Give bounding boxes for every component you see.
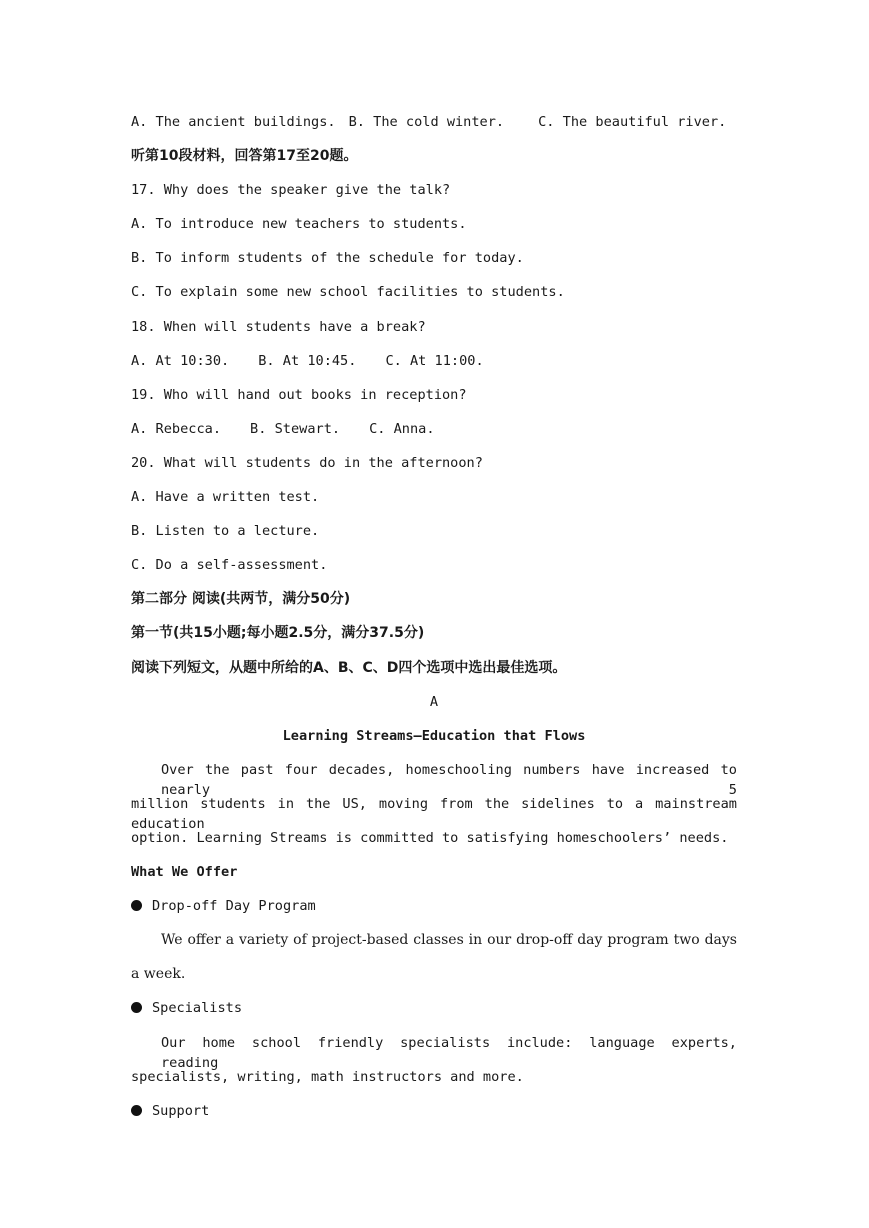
bullet-icon (131, 1105, 142, 1116)
q19-option-a: A. Rebecca. (131, 420, 222, 437)
passage-intro-line-3: option. Learning Streams is committed to satisfying homeschoolers’ needs. (131, 829, 729, 846)
section1-heading: 第一节(共15小题;每小题2.5分，满分37.5分) (131, 625, 425, 642)
offer-item-specialists-line-2: specialists, writing, math instructors and more. (131, 1068, 524, 1085)
exam-page (131, 112, 737, 1135)
q16-options-row (131, 112, 737, 146)
offer-item-specialists-line-1: Our home school friendly specialists include: language experts, reading (161, 1034, 737, 1071)
offer-item-dropoff (131, 896, 737, 930)
passage-intro-line-2: million students in the US, moving from the sidelines to a mainstream education (131, 795, 737, 832)
q18-option-b: B. At 10:45. (258, 352, 357, 369)
q17-question: 17. Why does the speaker give the talk? (131, 182, 451, 199)
offer-item-specialists (131, 998, 737, 1032)
q20-question: 20. What will students do in the afternoon? (131, 454, 483, 471)
offer-item-support (131, 1101, 737, 1135)
q17-option-c: C. To explain some new school facilities to students. (131, 284, 565, 301)
offer-item-dropoff-line-2: a week. (131, 966, 186, 983)
q20-option-c: C. Do a self-assessment. (131, 557, 328, 574)
passage-intro-line-1: Over the past four decades, homeschooling numbers have increased to nearly 5 (161, 761, 737, 798)
passage-title: Learning Streams—Education that Flows (282, 727, 586, 744)
q19-options-row (131, 419, 737, 453)
q17-option-a: A. To introduce new teachers to students. (131, 216, 467, 233)
section10-instruction: 听第10段材料，回答第17至20题。 (131, 148, 358, 165)
q19-option-c: C. Anna. (369, 420, 435, 437)
q18-option-c: C. At 11:00. (385, 352, 484, 369)
bullet-icon (131, 1002, 142, 1013)
q16-option-b: B. The cold winter. (348, 114, 505, 130)
q16-option-a: A. The ancient buildings. (131, 114, 336, 130)
offer-heading: What We Offer (131, 864, 238, 881)
offer-item-title: Support (152, 1102, 210, 1119)
reading-instruction: 阅读下列短文，从题中所给的A、B、C、D四个选项中选出最佳选项。 (131, 659, 567, 676)
q20-option-b: B. Listen to a lecture. (131, 523, 320, 540)
q17-option-b: B. To inform students of the schedule for today. (131, 250, 524, 267)
q19-option-b: B. Stewart. (250, 420, 341, 437)
q18-option-a: A. At 10:30. (131, 352, 230, 369)
q18-options-row (131, 351, 737, 385)
passage-label: A (429, 693, 439, 710)
q19-question: 19. Who will hand out books in reception? (131, 386, 467, 403)
q18-question: 18. When will students have a break? (131, 318, 426, 335)
bullet-icon (131, 900, 142, 911)
offer-item-title: Specialists (152, 1000, 243, 1017)
q16-option-c: C. The beautiful river. (538, 114, 727, 130)
part2-heading: 第二部分 阅读(共两节，满分50分) (131, 591, 351, 608)
q20-option-a: A. Have a written test. (131, 489, 320, 506)
offer-item-dropoff-line-1: We offer a variety of project-based classes in our drop-off day program two days (161, 932, 737, 949)
offer-item-title: Drop-off Day Program (152, 898, 316, 915)
